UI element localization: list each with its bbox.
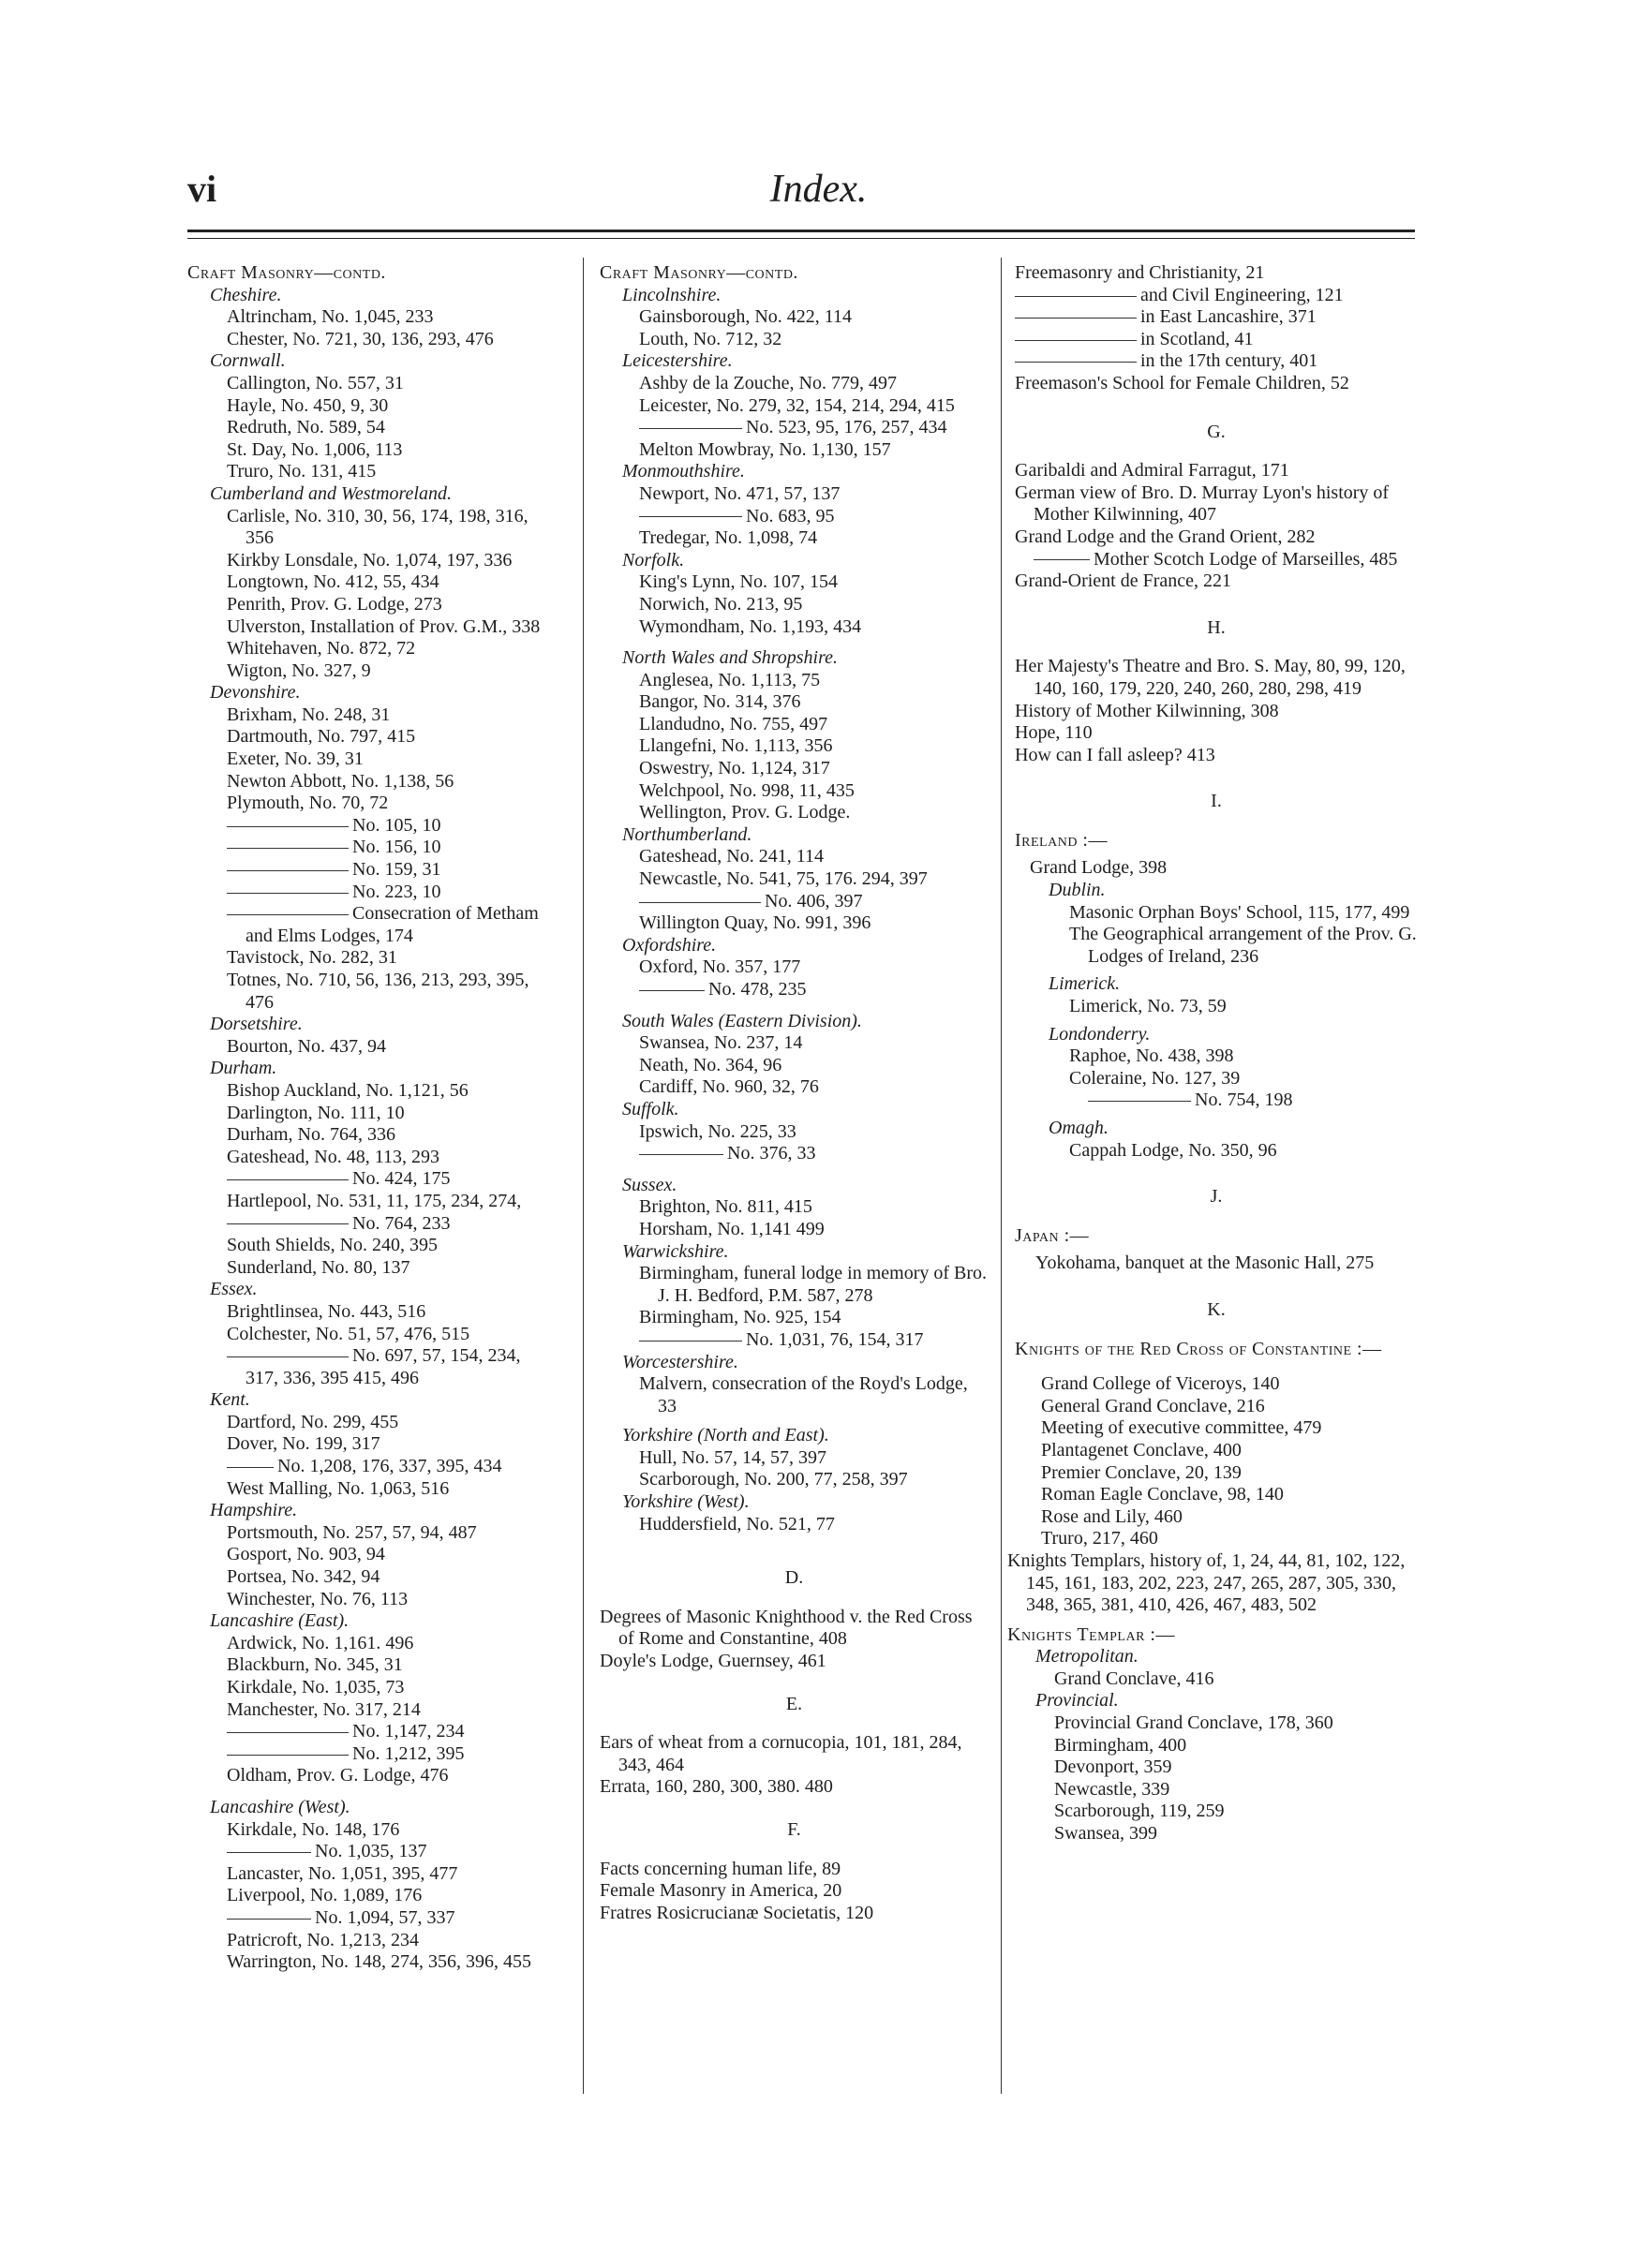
ditto-text: No. 159, 31	[352, 859, 441, 881]
index-entry: West Malling, No. 1,063, 516	[227, 1477, 450, 1499]
ditto-rule	[227, 1732, 349, 1733]
index-entry: The Geographical arrangement of the Prov. G. Lodges of Ireland, 236	[1069, 924, 1417, 967]
ditto-entry	[187, 1743, 558, 1766]
index-entry: Roman Eagle Conclave, 98, 140	[1041, 1484, 1284, 1505]
county-heading: Cheshire.	[210, 284, 282, 305]
ditto-rule	[227, 914, 349, 915]
index-entry: Gosport, No. 903, 94	[227, 1544, 385, 1565]
ditto-text: in East Lancashire, 371	[1140, 306, 1317, 328]
index-entry: Cardiff, No. 960, 32, 76	[639, 1076, 819, 1098]
ditto-text: No. 424, 175	[352, 1168, 451, 1190]
county-heading: Hampshire.	[210, 1500, 298, 1521]
header-rule-thin	[187, 238, 1415, 239]
index-entry: Newcastle, No. 541, 75, 176. 294, 397	[639, 868, 928, 890]
index-entry: Carlisle, No. 310, 30, 56, 174, 198, 316, 356	[227, 505, 528, 549]
index-entry: Garibaldi and Admiral Farragut, 171	[1015, 460, 1289, 482]
index-entry: Female Masonry in America, 20	[600, 1880, 842, 1902]
index-entry: Welchpool, No. 998, 11, 435	[639, 779, 855, 801]
index-entry: St. Day, No. 1,006, 113	[227, 438, 403, 460]
ditto-text: No. 754, 198	[1195, 1090, 1293, 1111]
ditto-entry	[187, 903, 558, 947]
county-heading: Limerick.	[1049, 973, 1121, 995]
index-entry: Llangefni, No. 1,113, 356	[639, 735, 833, 757]
county-heading: Yorkshire (North and East).	[622, 1425, 829, 1446]
index-entry: Swansea, 399	[1054, 1823, 1157, 1845]
letter-heading: G.	[1207, 421, 1226, 442]
section-heading: Knights of the Red Cross of Constantine :—	[1015, 1338, 1382, 1359]
ditto-text: No. 1,147, 234	[352, 1721, 465, 1742]
index-entry: Leicester, No. 279, 32, 154, 214, 294, 415	[639, 394, 955, 416]
index-entry: Totnes, No. 710, 56, 136, 213, 293, 395, 476	[227, 970, 529, 1013]
index-entry: South Shields, No. 240, 395	[227, 1235, 439, 1256]
ditto-text: No. 1,212, 395	[352, 1742, 465, 1764]
ditto-entry	[600, 506, 989, 528]
index-entry: Kirkby Lonsdale, No. 1,074, 197, 336	[227, 549, 513, 571]
index-entry: Gainsborough, No. 422, 114	[639, 306, 853, 328]
ditto-rule	[227, 1467, 274, 1468]
county-heading: Provincial.	[1035, 1690, 1119, 1712]
index-entry: How can I fall asleep? 413	[1015, 744, 1215, 765]
index-entry: Chester, No. 721, 30, 136, 293, 476	[227, 328, 494, 349]
index-entry: Newcastle, 339	[1054, 1778, 1170, 1800]
index-column-2	[600, 262, 989, 1924]
index-entry: Ipswich, No. 225, 33	[639, 1120, 796, 1142]
index-entry: Freemason's School for Female Children, 52	[1015, 372, 1349, 393]
index-entry: Callington, No. 557, 31	[227, 372, 404, 393]
ditto-rule	[1015, 296, 1137, 297]
index-entry: Premier Conclave, 20, 139	[1041, 1461, 1242, 1483]
ditto-text: Mother Scotch Lodge of Marseilles, 485	[1094, 548, 1398, 570]
index-entry: Manchester, No. 317, 214	[227, 1698, 421, 1720]
ditto-text: No. 1,031, 76, 154, 317	[746, 1328, 924, 1350]
ditto-entry	[1015, 285, 1418, 307]
ditto-text: No. 683, 95	[746, 505, 835, 526]
ditto-entry	[1015, 329, 1418, 351]
index-entry: Degrees of Masonic Knighthood v. the Red Cross of Rome and Constantine, 408	[600, 1606, 973, 1650]
index-entry: Sunderland, No. 80, 137	[227, 1256, 410, 1278]
index-entry: Cappah Lodge, No. 350, 96	[1069, 1139, 1277, 1161]
ditto-text: No. 406, 397	[765, 890, 863, 912]
index-entry: Ears of wheat from a cornucopia, 101, 181, 284, 343, 464	[600, 1732, 962, 1775]
county-heading: Leicestershire.	[622, 350, 733, 372]
index-entry: Norwich, No. 213, 95	[639, 593, 803, 615]
index-entry: Fratres Rosicrucianæ Societatis, 120	[600, 1902, 874, 1923]
index-entry: Melton Mowbray, No. 1,130, 157	[639, 438, 891, 460]
ditto-entry	[187, 1907, 558, 1930]
index-entry: Louth, No. 712, 32	[639, 328, 782, 349]
index-entry: Birmingham, No. 925, 154	[639, 1307, 841, 1328]
ditto-rule	[227, 1755, 349, 1756]
index-column-3	[1007, 262, 1418, 1846]
letter-heading: F.	[787, 1819, 801, 1840]
county-heading: Warwickshire.	[622, 1240, 729, 1262]
county-heading: Yorkshire (West).	[622, 1491, 750, 1513]
ditto-text: in Scotland, 41	[1140, 328, 1254, 349]
ditto-entry	[187, 1841, 558, 1863]
ditto-entry	[600, 891, 989, 913]
index-entry: Ardwick, No. 1,161. 496	[227, 1632, 414, 1653]
county-heading: North Wales and Shropshire.	[622, 647, 839, 669]
index-entry: Warrington, No. 148, 274, 356, 396, 455	[227, 1951, 532, 1973]
index-entry: Freemasonry and Christianity, 21	[1015, 262, 1265, 283]
ditto-text: in the 17th century, 401	[1140, 350, 1318, 372]
index-entry: Bourton, No. 437, 94	[227, 1035, 386, 1057]
index-entry: Oxford, No. 357, 177	[639, 956, 801, 978]
ditto-rule	[227, 1356, 349, 1357]
index-entry: Facts concerning human life, 89	[600, 1858, 841, 1879]
ditto-entry	[1015, 350, 1418, 373]
ditto-entry	[1015, 1090, 1418, 1112]
index-entry: Kirkdale, No. 1,035, 73	[227, 1677, 405, 1697]
section-heading: Craft Masonry—contd.	[600, 262, 798, 283]
ditto-rule	[227, 893, 349, 894]
index-entry: Her Majesty's Theatre and Bro. S. May, 80, 99, 120, 140, 160, 179, 220, 240, 260, 280, 298, 419	[1015, 656, 1406, 699]
index-entry: Newton Abbott, No. 1,138, 56	[227, 770, 454, 792]
index-entry: General Grand Conclave, 216	[1041, 1395, 1265, 1416]
index-entry: Altrincham, No. 1,045, 233	[227, 306, 434, 328]
index-entry: Grand Lodge and the Grand Orient, 282	[1015, 526, 1316, 547]
ditto-entry	[187, 815, 558, 838]
index-entry: Gateshead, No. 241, 114	[639, 846, 824, 867]
index-entry: Neath, No. 364, 96	[639, 1054, 782, 1075]
ditto-entry	[1015, 306, 1418, 329]
index-entry: Truro, No. 131, 415	[227, 461, 377, 482]
index-entry: Winchester, No. 76, 113	[227, 1588, 409, 1609]
ditto-rule	[227, 848, 349, 849]
index-entry: Ashby de la Zouche, No. 779, 497	[639, 372, 897, 393]
index-entry: Grand Conclave, 416	[1054, 1668, 1214, 1689]
county-heading: Oxfordshire.	[622, 934, 717, 956]
spacer	[1015, 1360, 1418, 1373]
index-entry: Patricroft, No. 1,213, 234	[227, 1929, 419, 1950]
index-entry: Willington Quay, No. 991, 396	[639, 912, 871, 934]
index-entry: Brightlinsea, No. 443, 516	[227, 1300, 426, 1322]
index-entry: Hayle, No. 450, 9, 30	[227, 394, 389, 416]
county-heading: Durham.	[210, 1058, 277, 1079]
index-entry: Bishop Auckland, No. 1,121, 56	[227, 1079, 469, 1101]
county-heading: Omagh.	[1049, 1118, 1109, 1138]
section-heading: Craft Masonry—contd.	[187, 262, 386, 283]
ditto-entry	[187, 1721, 558, 1743]
index-entry: History of Mother Kilwinning, 308	[1015, 700, 1279, 721]
index-entry: Darlington, No. 111, 10	[227, 1102, 405, 1123]
index-entry: Tavistock, No. 282, 31	[227, 947, 397, 969]
index-entry: Truro, 217, 460	[1041, 1528, 1158, 1549]
ditto-rule	[639, 902, 761, 903]
county-heading: Lancashire (West).	[210, 1796, 350, 1817]
index-entry: Llandudno, No. 755, 497	[639, 713, 828, 734]
ditto-entry	[187, 837, 558, 859]
ditto-rule	[1088, 1101, 1191, 1102]
index-entry: Hull, No. 57, 14, 57, 397	[639, 1446, 826, 1468]
index-entry: Longtown, No. 412, 55, 434	[227, 571, 439, 593]
index-entry: Grand-Orient de France, 221	[1015, 571, 1232, 592]
index-entry: Dartmouth, No. 797, 415	[227, 726, 416, 748]
index-entry: Brighton, No. 811, 415	[639, 1196, 812, 1218]
ditto-text: No. 1,094, 57, 337	[315, 1906, 455, 1928]
index-entry: Birmingham, 400	[1054, 1734, 1187, 1756]
index-entry: Wymondham, No. 1,193, 434	[639, 615, 862, 637]
letter-heading: K.	[1207, 1298, 1226, 1320]
county-heading: Sussex.	[622, 1174, 677, 1195]
index-entry: Raphoe, No. 438, 398	[1069, 1045, 1234, 1067]
index-entry: Tredegar, No. 1,098, 74	[639, 527, 818, 549]
ditto-rule	[639, 428, 742, 429]
ditto-entry	[187, 882, 558, 904]
index-entry: Meeting of executive committee, 479	[1041, 1417, 1322, 1439]
index-entry: Knights Templars, history of, 1, 24, 44, 81, 102, 122, 145, 161, 183, 202, 223, 247, 265, 287, 305, 330, 348, 365, 381, 410, 426, 467, 483, 502	[1007, 1549, 1406, 1616]
county-heading: Suffolk.	[622, 1098, 679, 1119]
ditto-rule	[639, 1341, 742, 1342]
column-divider	[583, 258, 584, 2094]
index-entry: Oldham, Prov. G. Lodge, 476	[227, 1765, 449, 1786]
index-entry: Scarborough, No. 200, 77, 258, 397	[639, 1469, 908, 1490]
county-heading: Cumberland and Westmoreland.	[210, 482, 452, 504]
index-entry: Blackburn, No. 345, 31	[227, 1654, 403, 1676]
ditto-text: No. 105, 10	[352, 814, 441, 836]
county-heading: Cornwall.	[210, 350, 286, 372]
ditto-text: and Civil Engineering, 121	[1140, 284, 1344, 305]
index-entry: Grand College of Viceroys, 140	[1041, 1373, 1280, 1395]
index-entry: Doyle's Lodge, Guernsey, 461	[600, 1651, 826, 1672]
ditto-rule	[227, 870, 349, 871]
index-entry: King's Lynn, No. 107, 154	[639, 571, 838, 593]
index-entry: Anglesea, No. 1,113, 75	[639, 669, 821, 690]
index-entry: Dartford, No. 299, 455	[227, 1411, 399, 1432]
index-entry: Yokohama, banquet at the Masonic Hall, 275	[1035, 1253, 1375, 1274]
ditto-text: No. 764, 233	[352, 1212, 451, 1234]
ditto-text: No. 523, 95, 176, 257, 434	[746, 417, 947, 438]
county-heading: Northumberland.	[622, 823, 752, 845]
index-entry: Coleraine, No. 127, 39	[1069, 1067, 1241, 1089]
index-entry: Bangor, No. 314, 376	[639, 691, 801, 713]
index-entry: Grand Lodge, 398	[1030, 857, 1168, 879]
index-entry: Hartlepool, No. 531, 11, 175, 234, 274,	[227, 1190, 522, 1211]
ditto-rule	[227, 1919, 311, 1920]
index-entry: Exeter, No. 39, 31	[227, 749, 364, 770]
ditto-entry	[1015, 549, 1418, 571]
county-heading: Devonshire.	[210, 682, 301, 704]
ditto-entry	[600, 1329, 989, 1352]
index-entry: Brixham, No. 248, 31	[227, 704, 391, 725]
index-entry: Hope, 110	[1015, 722, 1093, 744]
page-title: Index.	[769, 168, 868, 211]
county-heading: Worcestershire.	[622, 1351, 738, 1372]
index-entry: Dover, No. 199, 317	[227, 1433, 380, 1455]
index-column-1	[187, 262, 558, 1974]
county-heading: Metropolitan.	[1035, 1646, 1138, 1668]
county-heading: Essex.	[210, 1279, 258, 1300]
county-heading: Norfolk.	[622, 549, 685, 571]
ditto-entry	[187, 1213, 558, 1236]
letter-heading: J.	[1210, 1186, 1223, 1208]
ditto-text: No. 376, 33	[727, 1143, 816, 1164]
index-entry: Portsea, No. 342, 94	[227, 1566, 380, 1588]
index-entry: Oswestry, No. 1,124, 317	[639, 758, 830, 779]
ditto-entry	[187, 1456, 558, 1478]
ditto-entry	[187, 1345, 558, 1389]
index-entry: German view of Bro. D. Murray Lyon's history of Mother Kilwinning, 407	[1015, 482, 1390, 526]
ditto-entry	[187, 1168, 558, 1191]
index-entry: Durham, No. 764, 336	[227, 1124, 395, 1146]
index-entry: Errata, 160, 280, 300, 380. 480	[600, 1776, 833, 1798]
section-heading: Ireland :—	[1015, 829, 1108, 851]
ditto-rule	[639, 1154, 723, 1155]
ditto-rule	[1034, 559, 1090, 560]
index-entry: Devonport, 359	[1054, 1757, 1172, 1778]
index-entry: Plymouth, No. 70, 72	[227, 793, 389, 814]
county-heading: Kent.	[210, 1389, 250, 1411]
column-divider	[1001, 258, 1002, 2094]
ditto-entry	[187, 859, 558, 882]
county-heading: Lancashire (East).	[210, 1610, 350, 1632]
index-entry: Huddersfield, No. 521, 77	[639, 1513, 835, 1534]
index-entry: Gateshead, No. 48, 113, 293	[227, 1146, 439, 1167]
ditto-text: No. 1,035, 137	[315, 1841, 427, 1862]
section-heading: Japan :—	[1015, 1224, 1090, 1246]
ditto-entry	[600, 1143, 989, 1165]
index-entry: Scarborough, 119, 259	[1054, 1801, 1225, 1822]
ditto-rule	[1015, 340, 1137, 341]
index-entry: Birmingham, funeral lodge in memory of Bro. J. H. Bedford, P.M. 587, 278	[639, 1263, 988, 1306]
county-heading: Dorsetshire.	[210, 1014, 303, 1035]
index-entry: Swansea, No. 237, 14	[639, 1032, 803, 1054]
index-entry: Provincial Grand Conclave, 178, 360	[1054, 1712, 1333, 1734]
ditto-text: Consecration of Metham and Elms Lodges, 174	[246, 903, 539, 946]
letter-heading: D.	[784, 1567, 804, 1589]
county-heading: South Wales (Eastern Division).	[622, 1010, 862, 1031]
header-rule-thick	[187, 230, 1415, 232]
county-heading: Lincolnshire.	[622, 284, 722, 305]
index-entry: Penrith, Prov. G. Lodge, 273	[227, 593, 442, 615]
index-entry: Ulverston, Installation of Prov. G.M., 338	[227, 615, 541, 637]
index-entry: Wigton, No. 327, 9	[227, 660, 371, 681]
index-entry: Rose and Lily, 460	[1041, 1505, 1183, 1527]
ditto-text: No. 697, 57, 154, 234, 317, 336, 395 415, 496	[246, 1345, 521, 1388]
ditto-rule	[1015, 362, 1137, 363]
ditto-text: No. 1,208, 176, 337, 395, 434	[277, 1456, 502, 1477]
ditto-rule	[227, 1223, 349, 1224]
index-entry: Whitehaven, No. 872, 72	[227, 638, 416, 660]
ditto-text: No. 223, 10	[352, 881, 441, 902]
index-entry: Kirkdale, No. 148, 176	[227, 1818, 400, 1840]
ditto-rule	[227, 1179, 349, 1180]
index-entry: Wellington, Prov. G. Lodge.	[639, 802, 851, 823]
index-entry: Malvern, consecration of the Royd's Lodge, 33	[639, 1373, 968, 1416]
letter-heading: H.	[1207, 616, 1226, 638]
page-number: vi	[187, 168, 217, 210]
county-heading: Monmouthshire.	[622, 461, 745, 482]
ditto-rule	[1015, 318, 1137, 319]
index-entry: Limerick, No. 73, 59	[1069, 996, 1227, 1017]
ditto-text: No. 478, 235	[708, 979, 807, 1000]
ditto-entry	[600, 979, 989, 1001]
ditto-rule	[227, 1852, 311, 1853]
index-entry: Newport, No. 471, 57, 137	[639, 482, 841, 504]
index-entry: Lancaster, No. 1,051, 395, 477	[227, 1862, 458, 1884]
letter-heading: E.	[785, 1693, 803, 1714]
ditto-text: No. 156, 10	[352, 837, 441, 858]
index-entry: Plantagenet Conclave, 400	[1041, 1439, 1242, 1460]
index-entry: Colchester, No. 51, 57, 476, 515	[227, 1323, 470, 1344]
ditto-rule	[639, 990, 705, 991]
county-heading: Dublin.	[1049, 880, 1106, 901]
ditto-rule	[639, 516, 742, 517]
index-entry: Horsham, No. 1,141 499	[639, 1218, 825, 1239]
index-entry: Redruth, No. 589, 54	[227, 417, 385, 438]
letter-heading: I.	[1211, 791, 1222, 812]
index-entry: Masonic Orphan Boys' School, 115, 177, 499	[1069, 901, 1410, 923]
index-entry: Liverpool, No. 1,089, 176	[227, 1885, 423, 1906]
index-entry: Portsmouth, No. 257, 57, 94, 487	[227, 1521, 477, 1543]
section-heading: Knights Templar :—	[1007, 1623, 1175, 1645]
ditto-rule	[227, 826, 349, 827]
ditto-entry	[600, 417, 989, 439]
county-heading: Londonderry.	[1049, 1023, 1151, 1045]
